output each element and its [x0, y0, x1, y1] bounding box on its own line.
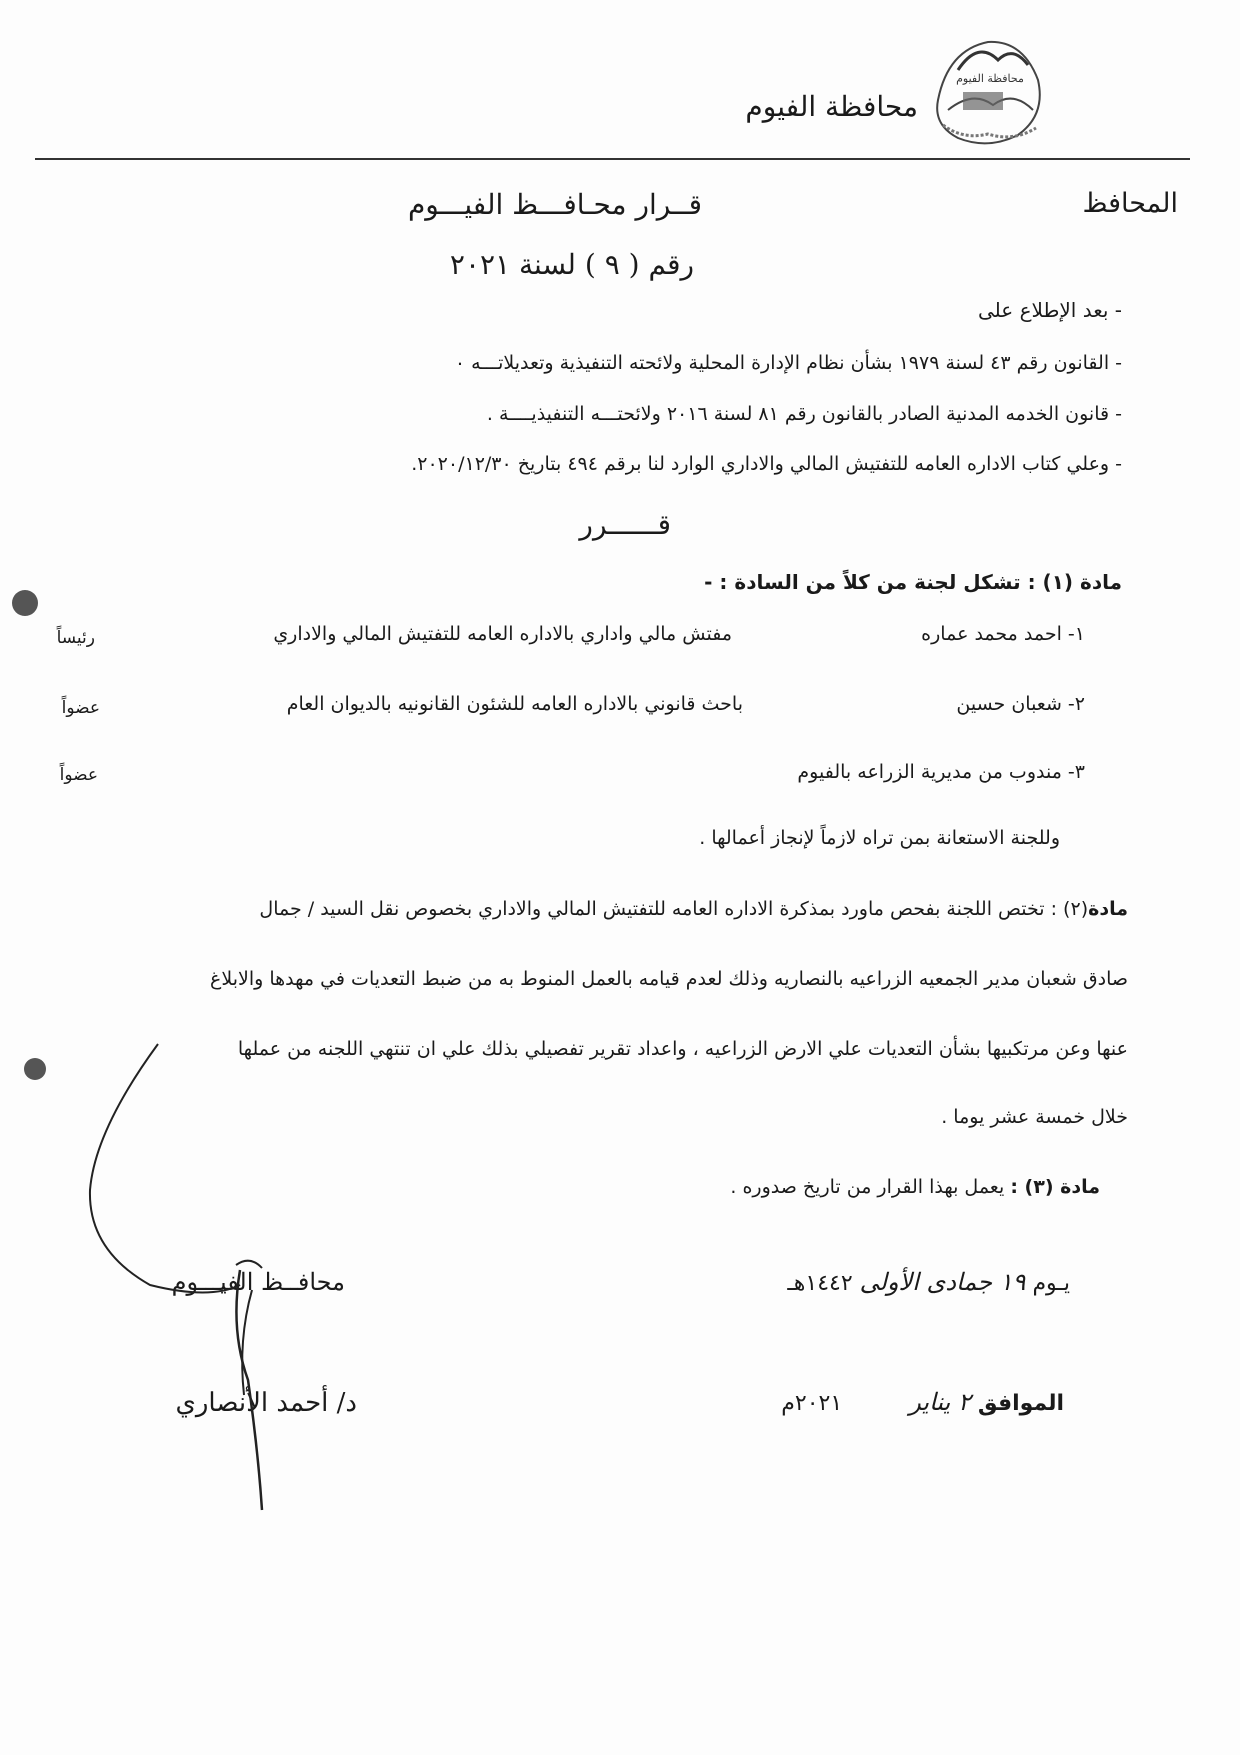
hijri-handwritten: ١٩ جمادى الأولى	[859, 1268, 1026, 1296]
member2-position: باحث قانوني بالاداره العامه للشئون القانونيه بالديوان العام	[286, 693, 743, 715]
article2-line1	[259, 898, 1128, 920]
punch-hole-mark	[12, 590, 38, 616]
hijri-prefix: يـوم	[1032, 1271, 1070, 1296]
greg-handwritten: ٢ يناير	[909, 1388, 971, 1416]
article2-line4: خلال خمسة عشر يوما .	[941, 1106, 1128, 1128]
article2-line3: عنها وعن مرتكبيها بشأن التعديات علي الارض الزراعيه ، واعداد تقرير تفصيلي بذلك علي ان تنتهي اللجنه من عملها	[237, 1038, 1128, 1060]
member2-role: عضواً	[61, 698, 100, 718]
article2-line1-text: (٢) : تختص اللجنة بفحص ماورد بمذكرة الاداره العامه للتفتيش المالي والاداري بخصوص نقل السيد / جمال	[259, 898, 1089, 920]
governor-office-label: المحافظ	[1082, 188, 1178, 219]
decision-title: قــرار محـافـــظ الفيـــوم	[407, 188, 702, 221]
member3-role: عضواً	[59, 765, 98, 785]
preamble-item-law43: - القانون رقم ٤٣ لسنة ١٩٧٩ بشأن نظام الإدارة المحلية ولائحته التنفيذية وتعديلاتـــه ٠	[454, 352, 1122, 374]
header-divider	[35, 158, 1190, 160]
article2-line2: صادق شعبان مدير الجمعيه الزراعيه بالنصاريه وذلك لعدم قيامه بالعمل المنوط به من ضبط التعديات في مهدها والابلاغ	[210, 968, 1128, 990]
member1-name: ١- احمد محمد عماره	[921, 623, 1085, 645]
signature-title: محافــظ الفيـــوم	[171, 1268, 345, 1296]
decision-heading: قــــــرر	[579, 508, 671, 541]
article3	[730, 1176, 1100, 1198]
member3-name: ٣- مندوب من مديرية الزراعه بالفيوم	[797, 761, 1085, 783]
article2-label: مادة	[1088, 898, 1128, 920]
preamble-intro: - بعد الإطلاع على	[978, 298, 1122, 322]
article3-heading: مادة (٣) :	[1010, 1176, 1100, 1198]
greg-prefix: الموافق	[977, 1391, 1064, 1416]
emblem-lettering: محافظة الفيوم	[956, 72, 1024, 85]
header-org-name: محافظة الفيوم	[745, 90, 918, 123]
article3-text: يعمل بهذا القرار من تاريخ صدوره .	[730, 1176, 1005, 1198]
member1-role: رئيساً	[56, 628, 95, 648]
greg-year: ٢٠٢١م	[781, 1391, 843, 1416]
article1-assist: وللجنة الاستعانة بمن تراه لازماً لإنجاز أعمالها .	[699, 827, 1060, 849]
member1-position: مفتش مالي واداري بالاداره العامه للتفتيش المالي والاداري	[273, 623, 732, 645]
hijri-year: ١٤٤٢هـ	[787, 1271, 853, 1296]
preamble-item-letter: - وعلي كتاب الاداره العامه للتفتيش المالي والاداري الوارد لنا برقم ٤٩٤ بتاريخ ٢٠٢٠/١٢/٣٠.	[411, 453, 1122, 475]
decision-number: رقم ( ٩ ) لسنة ٢٠٢١	[449, 248, 694, 281]
member2-name: ٢- شعبان حسين	[956, 693, 1085, 715]
gregorian-date	[781, 1388, 1064, 1416]
hijri-date	[787, 1268, 1070, 1296]
governorate-emblem-icon	[918, 30, 1056, 152]
signature-name: د/ أحمد الأنصاري	[175, 1388, 357, 1418]
punch-hole-mark	[24, 1058, 46, 1080]
preamble-item-law81: - قانون الخدمه المدنية الصادر بالقانون رقم ٨١ لسنة ٢٠١٦ ولائحتـــه التنفيذيــــة .	[486, 403, 1122, 425]
article1-heading: مادة (١) : تشكل لجنة من كلاً من السادة : -	[704, 570, 1122, 594]
